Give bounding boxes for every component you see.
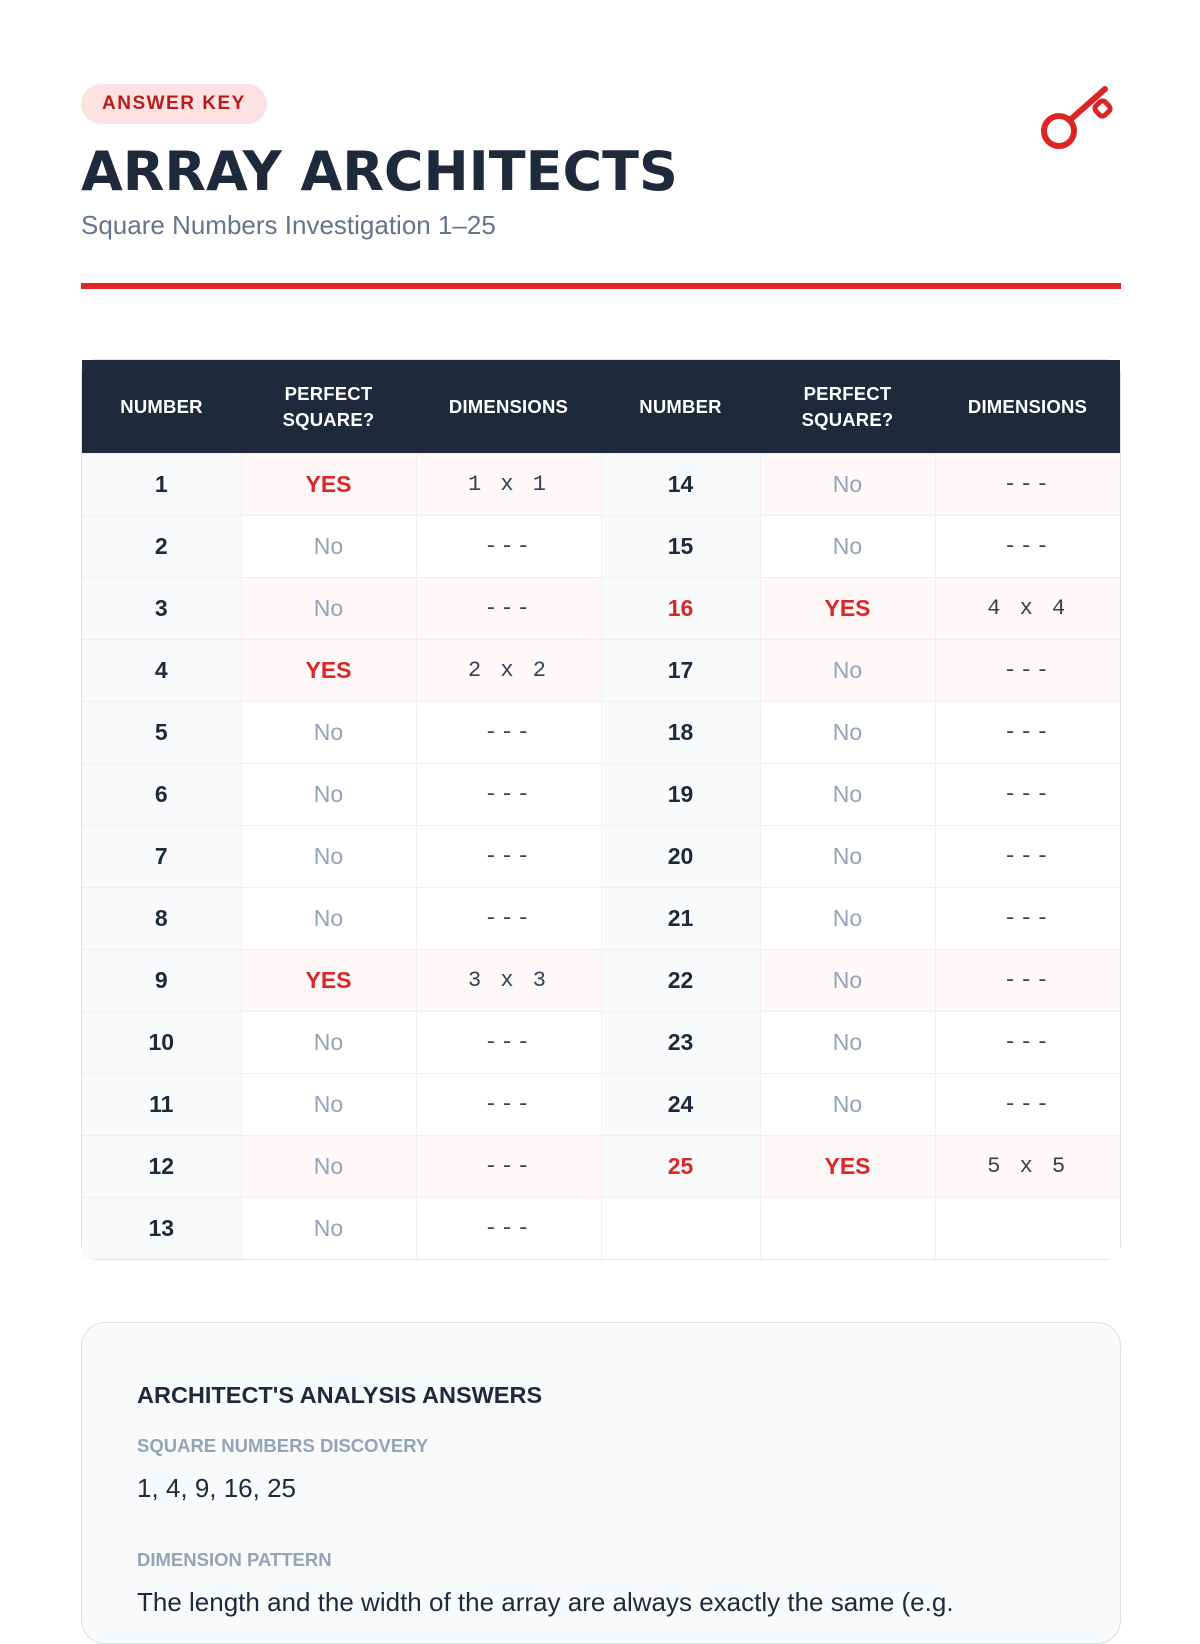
dimensions-cell: 1 x 1 — [416, 454, 601, 516]
square-numbers-label: SQUARE NUMBERS DISCOVERY — [137, 1435, 429, 1456]
number-cell: 18 — [601, 702, 760, 764]
column-header-number: NUMBER — [82, 360, 241, 454]
number-cell: 6 — [82, 764, 241, 826]
number-cell: 19 — [601, 764, 760, 826]
perfect-square-cell: No — [760, 950, 935, 1012]
dimensions-cell: --- — [416, 516, 601, 578]
squares-table — [81, 359, 1121, 1260]
number-cell: 4 — [82, 640, 241, 702]
number-cell: 13 — [82, 1198, 241, 1260]
dimensions-cell: --- — [416, 1012, 601, 1074]
dimensions-cell: 4 x 4 — [935, 578, 1120, 640]
perfect-square-cell: YES — [241, 454, 416, 516]
number-cell: 11 — [82, 1074, 241, 1136]
answer-key-page — [81, 0, 1121, 1617]
dimensions-cell: --- — [935, 454, 1120, 516]
dimensions-cell: --- — [416, 1074, 601, 1136]
number-cell: 10 — [82, 1012, 241, 1074]
perfect-square-cell: YES — [241, 950, 416, 1012]
number-cell: 24 — [601, 1074, 760, 1136]
dimensions-cell: --- — [935, 516, 1120, 578]
number-cell: 21 — [601, 888, 760, 950]
perfect-square-cell: YES — [760, 578, 935, 640]
table-row — [82, 1198, 1120, 1260]
dimension-pattern-label: DIMENSION PATTERN — [137, 1549, 332, 1570]
number-cell: 22 — [601, 950, 760, 1012]
dimensions-cell: --- — [416, 764, 601, 826]
number-cell: 3 — [82, 578, 241, 640]
perfect-square-cell: No — [760, 826, 935, 888]
perfect-square-cell: YES — [241, 640, 416, 702]
column-header-dimensions: DIMENSIONS — [935, 360, 1120, 454]
number-cell: 15 — [601, 516, 760, 578]
table-row — [82, 454, 1120, 516]
analysis-panel — [81, 1322, 1121, 1644]
table-row — [82, 702, 1120, 764]
dimensions-cell: --- — [935, 888, 1120, 950]
dimensions-cell: --- — [416, 1136, 601, 1198]
empty-cell — [760, 1198, 935, 1260]
perfect-square-cell: No — [241, 1198, 416, 1260]
number-cell: 9 — [82, 950, 241, 1012]
answer-key-badge: ANSWER KEY — [81, 84, 267, 124]
dimensions-cell: --- — [935, 640, 1120, 702]
table-row — [82, 578, 1120, 640]
dimensions-cell: --- — [935, 1074, 1120, 1136]
number-cell: 17 — [601, 640, 760, 702]
perfect-square-cell: No — [760, 1074, 935, 1136]
dimensions-cell: --- — [416, 826, 601, 888]
table-row — [82, 640, 1120, 702]
empty-cell — [601, 1198, 760, 1260]
perfect-square-cell: No — [241, 578, 416, 640]
dimensions-cell: --- — [416, 1198, 601, 1260]
title-divider — [81, 283, 1121, 289]
number-cell: 2 — [82, 516, 241, 578]
number-cell: 1 — [82, 454, 241, 516]
dimension-pattern-value: The length and the width of the array are always exactly the same (e.g. — [137, 1587, 954, 1617]
number-cell: 7 — [82, 826, 241, 888]
number-cell: 20 — [601, 826, 760, 888]
dimensions-cell: --- — [935, 950, 1120, 1012]
dimensions-cell: --- — [416, 578, 601, 640]
table-row — [82, 516, 1120, 578]
column-header-number: NUMBER — [601, 360, 760, 454]
number-cell: 8 — [82, 888, 241, 950]
perfect-square-cell: YES — [760, 1136, 935, 1198]
table-row — [82, 1074, 1120, 1136]
table-row — [82, 826, 1120, 888]
number-cell: 5 — [82, 702, 241, 764]
table-header-row — [82, 360, 1120, 454]
square-numbers-value: 1, 4, 9, 16, 25 — [137, 1473, 297, 1503]
page-subtitle: Square Numbers Investigation 1–25 — [81, 210, 496, 240]
perfect-square-cell: No — [241, 1136, 416, 1198]
perfect-square-cell: No — [760, 888, 935, 950]
perfect-square-cell: No — [760, 454, 935, 516]
number-cell: 16 — [601, 578, 760, 640]
empty-cell — [935, 1198, 1120, 1260]
perfect-square-cell: No — [241, 888, 416, 950]
dimensions-cell: --- — [416, 888, 601, 950]
dimensions-cell: --- — [416, 702, 601, 764]
dimensions-cell: --- — [935, 702, 1120, 764]
perfect-square-cell: No — [241, 1012, 416, 1074]
perfect-square-cell: No — [241, 516, 416, 578]
number-cell: 14 — [601, 454, 760, 516]
number-cell: 23 — [601, 1012, 760, 1074]
column-header-dimensions: DIMENSIONS — [416, 360, 601, 454]
dimensions-cell: --- — [935, 764, 1120, 826]
table-row — [82, 764, 1120, 826]
perfect-square-cell: No — [241, 702, 416, 764]
dimensions-cell: 5 x 5 — [935, 1136, 1120, 1198]
number-cell: 25 — [601, 1136, 760, 1198]
dimensions-cell: --- — [935, 1012, 1120, 1074]
perfect-square-cell: No — [760, 1012, 935, 1074]
perfect-square-cell: No — [760, 764, 935, 826]
table-row — [82, 1136, 1120, 1198]
table-row — [82, 950, 1120, 1012]
number-cell: 12 — [82, 1136, 241, 1198]
perfect-square-cell: No — [760, 640, 935, 702]
table-row — [82, 1012, 1120, 1074]
perfect-square-cell: No — [760, 516, 935, 578]
table-body — [82, 454, 1120, 1260]
perfect-square-cell: No — [241, 1074, 416, 1136]
perfect-square-cell: No — [241, 826, 416, 888]
dimensions-cell: 2 x 2 — [416, 640, 601, 702]
dimensions-cell: --- — [935, 826, 1120, 888]
key-icon — [1041, 82, 1119, 156]
perfect-square-cell: No — [760, 702, 935, 764]
column-header-perfect-square: PERFECT SQUARE? — [760, 360, 935, 454]
dimensions-cell: 3 x 3 — [416, 950, 601, 1012]
table-row — [82, 888, 1120, 950]
page-title: ARRAY ARCHITECTS — [81, 140, 678, 203]
perfect-square-cell: No — [241, 764, 416, 826]
column-header-perfect-square: PERFECT SQUARE? — [241, 360, 416, 454]
analysis-title: ARCHITECT'S ANALYSIS ANSWERS — [137, 1382, 543, 1408]
